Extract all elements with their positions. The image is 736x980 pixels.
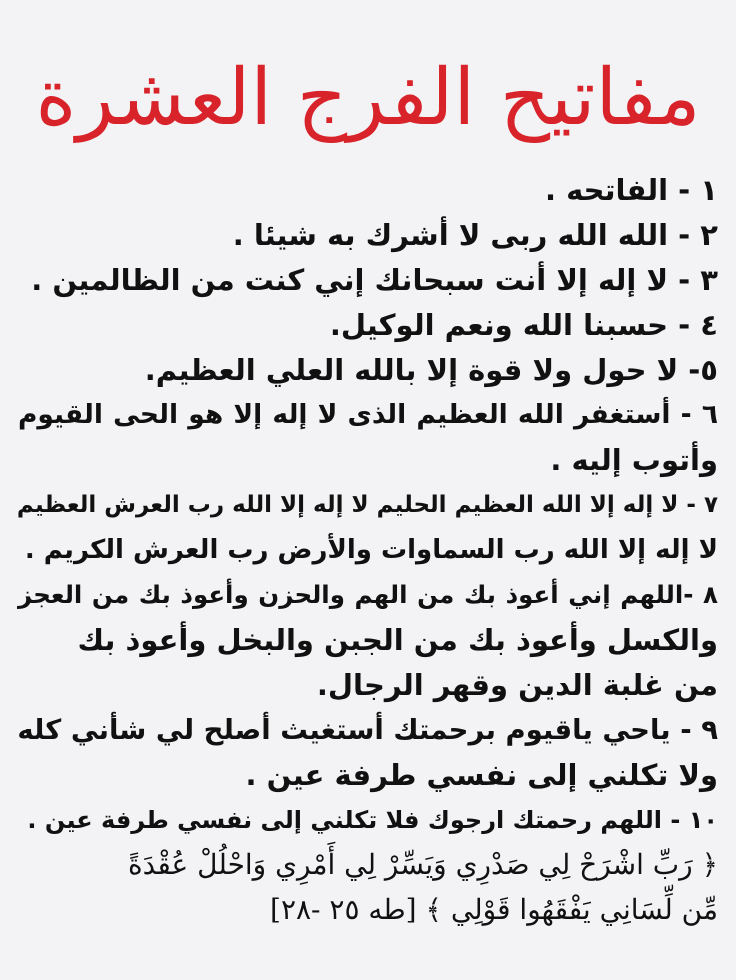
list-item: ٨ -اللهم إني أعوذ بك من الهم والحزن وأعوذ بك من العجز bbox=[18, 580, 718, 609]
list-item: ٥- لا حول ولا قوة إلا بالله العلي العظيم. bbox=[144, 353, 718, 387]
list-item: ٤ - حسبنا الله ونعم الوكيل. bbox=[329, 308, 718, 342]
list-item: لا إله إلا الله رب السماوات والأرض رب العرش الكريم . bbox=[24, 535, 718, 565]
quran-verse: ﴿ رَبِّ اشْرَحْ لِي صَدْرِي وَيَسِّرْ لِي أَمْرِي وَاحْلُلْ عُقْدَةً bbox=[127, 848, 718, 881]
quran-verse: مِّن لِّسَانِي يَفْقَهُوا قَوْلِي ﴾ [طه ٢٥ -٢٨] bbox=[270, 893, 718, 926]
list-item: ٢ - الله الله ربى لا أشرك به شيئا . bbox=[232, 218, 718, 252]
list-item: ١ - الفاتحه . bbox=[544, 173, 718, 207]
list-item: ١٠ - اللهم رحمتك ارجوك فلا تكلني إلى نفسي طرفة عين . bbox=[27, 806, 718, 834]
list-item: ٧ - لا إله إلا الله العظيم الحليم لا إله إلا الله رب العرش العظيم bbox=[16, 492, 718, 518]
list-item: ٩ - ياحي ياقيوم برحمتك أستغيث أصلح لي شأني كله bbox=[17, 714, 718, 746]
list-item: ٣ - لا إله إلا أنت سبحانك إني كنت من الظالمين . bbox=[31, 263, 718, 297]
list-item: وأتوب إليه . bbox=[550, 443, 718, 477]
list-item: ٦ - أستغفر الله العظيم الذى لا إله إلا هو الحى القيوم bbox=[18, 399, 718, 430]
list-item: ولا تكلني إلى نفسي طرفة عين . bbox=[245, 758, 718, 792]
page-title: مفاتيح الفرج العشرة bbox=[35, 53, 701, 143]
list-item: من غلبة الدين وقهر الرجال. bbox=[316, 668, 718, 702]
list-item: والكسل وأعوذ بك من الجبن والبخل وأعوذ بك bbox=[77, 623, 718, 657]
